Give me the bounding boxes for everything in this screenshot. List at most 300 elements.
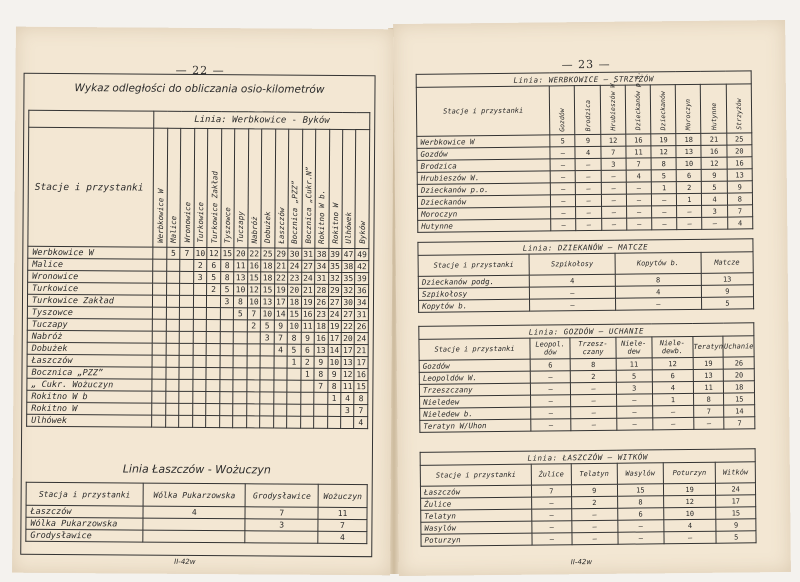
distance-cell: 1 [287,356,301,368]
empty-cell [179,415,193,427]
column-header: Niele- dew [616,337,652,358]
empty-cell [206,356,220,368]
distance-cell: 12 [249,285,259,295]
empty-cell [260,404,274,416]
distance-cell: — [652,218,677,230]
distance-cell: — [576,170,601,182]
column-header-label: Nabróż [249,216,260,244]
empty-cell [327,404,341,416]
table-row [418,217,753,233]
distance-cell: 7 [626,158,651,170]
distance-cell [143,530,246,543]
column-header: Kopytów b. [615,252,701,274]
column-header: Leopol. dów [530,338,571,359]
distance-cell: 49 [357,250,367,260]
distance-cell: 8 [727,193,752,205]
distance-cell: — [616,418,652,430]
distance-cell: 16 [626,134,651,146]
page-stamp: II-42w [174,557,196,566]
column-header [315,129,329,248]
column-header-label: Ulhówek [344,212,354,245]
distance-cell: 16 [249,261,260,271]
empty-cell [219,416,233,428]
distance-cell: 42 [357,262,367,272]
empty-cell [314,392,328,404]
distance-cell: 2 [194,259,208,271]
header-label: Stacje i przystanki [28,127,154,247]
distance-cell: 15 [716,507,756,519]
station-name: Dzieckanów podg. [418,275,529,288]
empty-cell [247,344,261,356]
distance-cell: 23 [289,273,300,283]
distance-cell: 30 [289,249,300,259]
column-header [600,79,626,134]
distance-cell: 16 [701,145,726,157]
empty-cell [180,271,194,283]
station-name: Gozdów [419,359,530,372]
empty-cell [300,392,314,404]
distance-cell: 1 [677,193,702,205]
distance-cell: 7 [318,519,367,531]
distance-table-laszczow-wozuczyn [25,482,367,544]
column-header-label: Turkowice [195,202,206,244]
column-header [625,71,651,134]
distance-cell: 19 [693,357,724,369]
distance-cell: 4 [727,217,752,229]
distance-cell: 8 [354,393,368,405]
distance-cell: 34 [316,261,327,271]
column-header: Niele- dewb. [652,336,693,357]
column-header-label: Werbkowice W [155,188,165,243]
distance-cell: — [618,520,664,532]
empty-cell [180,283,194,295]
distance-cell: — [601,182,626,194]
distance-cell: 20 [343,333,353,344]
distance-cell: — [601,206,626,218]
station-name: Poturzyn [421,533,532,546]
empty-cell [327,416,341,428]
distance-cell: 14 [275,309,286,319]
column-header-label: Hutynne [709,102,718,130]
station-name: Tuczapy [27,318,152,331]
distance-cell: 4 [575,146,600,158]
distance-table-dziekanow-matcze [417,238,754,313]
station-name: Dzieckanów p.o. [417,183,550,196]
distance-cell: — [664,531,717,544]
station-name: Werbkowice W [417,135,550,148]
distance-cell: 4 [702,193,727,205]
distance-cell: 25 [726,133,751,145]
empty-cell [165,415,179,427]
empty-cell [152,367,166,379]
empty-cell [206,380,220,392]
distance-cell: 7 [180,247,194,259]
empty-cell [153,259,167,271]
station-name: Tyszowce [27,306,152,319]
distance-cell: 6 [617,508,663,520]
distance-cell: — [572,532,618,544]
empty-cell [220,344,234,356]
distance-cell: — [550,171,575,183]
empty-cell [233,404,247,416]
distance-cell: 26 [316,297,327,307]
empty-cell [273,392,287,404]
distance-cell: — [551,219,576,231]
distance-cell: 20 [724,369,755,381]
distance-cell: 12 [702,157,727,169]
distance-cell: 27 [303,261,313,271]
station-name: Dzieckanów [417,195,550,208]
header-label: Stacje i przystanki [416,86,550,136]
column-header-label: Rokitno W b. [317,189,327,244]
column-header [726,84,752,133]
distance-cell: 15 [724,393,755,405]
station-name: Wólka Pukarzowska [26,517,143,530]
distance-cell: — [653,417,694,429]
empty-cell [153,295,167,307]
distance-cell: 18 [262,273,273,283]
distance-cell: — [601,170,626,182]
column-header [180,128,194,247]
distance-cell: 17 [275,297,286,307]
empty-cell [287,392,301,404]
empty-cell [206,416,220,428]
column-header: Grodysławice [246,484,319,508]
distance-cell: 7 [694,405,725,417]
distance-cell: 5 [287,344,301,356]
distance-cell: 8 [234,296,248,308]
empty-cell [233,356,247,368]
distance-cell: 5 [550,135,575,147]
empty-cell [153,331,167,343]
distance-cell: 18 [316,321,326,331]
distance-cell: — [576,194,601,206]
distance-cell: 14 [724,405,755,417]
empty-cell [287,368,301,380]
distance-cell: — [627,218,652,230]
empty-cell [166,391,180,403]
distance-cell: 18 [262,261,273,271]
distance-cell: — [551,207,576,219]
empty-cell [247,332,261,344]
empty-cell [152,379,166,391]
distance-cell: 25 [262,249,273,259]
distance-cell: 4 [626,170,651,182]
column-header: Uchanie [723,336,754,357]
distance-cell: 10 [664,507,717,520]
distance-cell: 5 [167,247,181,259]
empty-cell [287,380,301,392]
distance-cell: 15 [249,273,259,283]
distance-cell: 15 [262,285,273,295]
distance-cell: 4 [354,417,368,429]
distance-cell: 4 [318,531,367,543]
distance-cell: 9 [575,134,600,146]
empty-cell [247,380,261,392]
distance-cell: 1 [652,393,693,405]
station-name: Wronowice [28,270,153,283]
column-header [194,128,208,247]
empty-cell [193,367,207,379]
column-header-label: Łaszczów [276,207,287,244]
table-row [26,529,367,543]
station-name: Rokitno W [27,402,152,415]
column-header-label: Dzieckanów p.o. [633,71,643,131]
distance-cell: 9 [314,356,328,368]
empty-cell [193,307,207,319]
distance-cell: 34 [356,298,367,308]
column-header [207,129,221,248]
distance-cell: — [530,383,570,395]
column-header-label: Bocznica „Cukr.N” [303,166,314,244]
column-header: Wólka Pukarzowska [143,483,246,507]
empty-cell [166,307,180,319]
distance-cell: — [576,158,601,170]
distance-cell: 26 [724,357,755,369]
empty-cell [152,391,166,403]
distance-cell: 8 [220,272,234,284]
empty-cell [179,343,193,355]
page-number: — 23 — [561,57,611,72]
empty-cell [260,344,274,356]
distance-cell: 22 [276,273,286,283]
empty-cell [207,320,221,332]
distance-cell: 7 [354,405,368,417]
distance-cell: 11 [616,358,652,370]
distance-cell: 5 [616,370,652,382]
empty-cell [219,404,233,416]
station-name: Gozdów [417,147,550,160]
distance-cell: — [626,194,651,206]
distance-cell: 10 [249,297,259,307]
empty-cell [166,343,180,355]
empty-cell [153,271,167,283]
distance-cell: 6 [301,344,315,356]
distance-cell: 6 [676,169,701,181]
distance-cell: 8 [615,273,701,286]
empty-cell [179,355,193,367]
distance-cell: 10 [676,157,701,169]
distance-cell: 13 [235,273,246,283]
empty-cell [193,283,207,295]
column-header-label: Bocznica „PZZ” [290,180,300,244]
distance-cell: 38 [316,249,327,259]
table-row [419,297,754,313]
distance-cell: 9 [274,320,288,332]
distance-cell: 29 [329,285,340,295]
empty-cell [287,416,301,428]
station-name: Brodzica [417,159,550,172]
distance-cell: — [702,217,727,229]
empty-cell [260,416,274,428]
station-name: Hrubieszów W. [417,171,550,184]
empty-cell [166,319,180,331]
column-header [701,84,727,133]
distance-cell: 38 [343,261,354,272]
header-label: Stacje i przystanki [419,338,530,360]
distance-cell: 11 [235,261,246,271]
page-number: — 22 — [175,63,225,78]
station-name: Kopytów b. [419,299,530,312]
distance-cell: — [571,382,616,394]
distance-cell: 19 [663,483,716,496]
station-name: Moroczyn [418,207,551,220]
distance-cell: 22 [343,321,353,332]
empty-cell [233,332,247,344]
station-name: Szpikołosy [418,287,529,300]
distance-cell: 3 [702,205,727,217]
distance-cell: 8 [617,496,663,508]
distance-cell: 4 [143,506,246,519]
empty-cell [166,379,180,391]
distance-cell: 8 [220,260,234,272]
distance-cell: — [694,417,725,429]
distance-cell: 14 [329,345,340,355]
empty-cell [193,391,207,403]
station-name: Werbkowice W [28,246,153,259]
distance-cell: — [677,217,702,229]
column-header-label: Gozdów [558,107,567,132]
distance-cell: 9 [701,285,753,298]
distance-cell: 4 [341,392,355,404]
distance-cell: 8 [314,368,328,380]
distance-cell: 39 [357,274,367,284]
distance-cell: — [571,406,616,418]
station-name: Bocznica „PZZ” [27,366,152,379]
distance-cell: — [652,405,693,417]
distance-cell: 31 [303,249,313,259]
column-header-label: Brodzica [583,99,592,132]
empty-cell [274,368,288,380]
table-row [420,417,755,433]
header-label: Stacje i przystanki [418,254,529,276]
empty-cell [260,368,274,380]
distance-cell: 2 [571,370,616,382]
empty-cell [220,308,234,320]
empty-cell [314,404,328,416]
distance-cell: 20 [289,285,300,295]
distance-cell: 12 [651,146,676,158]
line-caption: Linia: DZIEKANÓW — MATCZE [418,239,753,256]
distance-cell: 12 [663,495,716,508]
empty-cell [166,331,180,343]
station-name: Rokitno W b [27,390,152,403]
distance-cell: — [532,533,572,545]
distance-cell: 5 [220,284,234,296]
distance-cell: 7 [601,146,626,158]
distance-cell: 13 [676,145,701,157]
distance-cell: 21 [303,285,313,295]
empty-cell [260,380,274,392]
distance-table-laszczow-witkow [420,448,757,547]
distance-cell: — [531,407,571,419]
distance-cell: 20 [727,145,752,157]
empty-cell [179,367,193,379]
column-header: Wożuczyn [318,484,367,507]
distance-cell: 19 [329,321,340,331]
distance-cell: 32 [343,285,354,296]
empty-cell [193,379,207,391]
empty-cell [220,356,234,368]
distance-cell: 12 [652,357,693,369]
distance-cell: — [601,194,626,206]
station-name: Trzeszczany [419,383,530,396]
empty-cell [233,392,247,404]
empty-cell [220,392,234,404]
distance-cell: 22 [249,249,260,259]
distance-cell: 3 [245,519,318,532]
empty-cell [152,403,166,415]
distance-cell: 3 [220,296,234,308]
column-header [248,129,262,248]
empty-cell [206,344,220,356]
distance-table-werbkowice-bykow [26,110,370,429]
column-header-label: Strzyżów [734,98,744,130]
empty-cell [180,295,194,307]
distance-cell: 11 [302,321,313,331]
left-page [12,27,394,576]
distance-cell: 11 [318,507,367,519]
distance-cell: 16 [356,370,367,380]
empty-cell [167,259,181,271]
empty-cell [166,283,180,295]
empty-cell [192,415,206,427]
column-header [355,130,369,249]
distance-cell: — [615,297,701,310]
distance-cell: 3 [341,404,355,416]
station-name: Teratyn W/Uhon [420,419,531,432]
distance-cell: — [618,532,664,544]
distance-cell: 29 [276,249,287,259]
column-header-label: Rokitno W [330,203,340,244]
column-header: Wasylów [617,463,663,484]
distance-cell: — [626,206,651,218]
distance-cell: 6 [207,260,221,272]
column-header-label: Byków [357,221,367,245]
distance-cell: 11 [342,381,353,392]
station-name: Nieledew [420,395,531,408]
empty-cell [153,283,167,295]
distance-cell: 5 [701,297,753,310]
empty-cell [206,404,220,416]
distance-cell: 9 [301,332,315,344]
distance-cell: — [550,159,575,171]
distance-cell: 18 [289,297,300,307]
distance-cell: 13 [727,169,752,181]
distance-cell: 1 [651,182,676,194]
empty-cell [220,332,234,344]
distance-cell: 20 [235,249,246,259]
distance-cell: 28 [316,285,327,295]
header-row [416,84,751,137]
empty-cell [246,416,260,428]
distance-cell: — [651,194,676,206]
distance-cell: 3 [193,271,207,283]
station-name: Ulhówek [27,414,152,427]
empty-cell [180,331,194,343]
header-label: Stacje i przystanki [420,464,531,486]
distance-cell: 10 [235,285,246,295]
distance-cell: 15 [617,484,663,496]
distance-cell: 11 [626,146,651,158]
distance-cell: 1 [301,368,315,380]
empty-cell [300,416,314,428]
empty-cell [206,392,220,404]
empty-cell [180,307,194,319]
distance-cell: 8 [651,158,676,170]
distance-cell: 4 [664,519,717,532]
distance-cell: 8 [327,380,341,392]
